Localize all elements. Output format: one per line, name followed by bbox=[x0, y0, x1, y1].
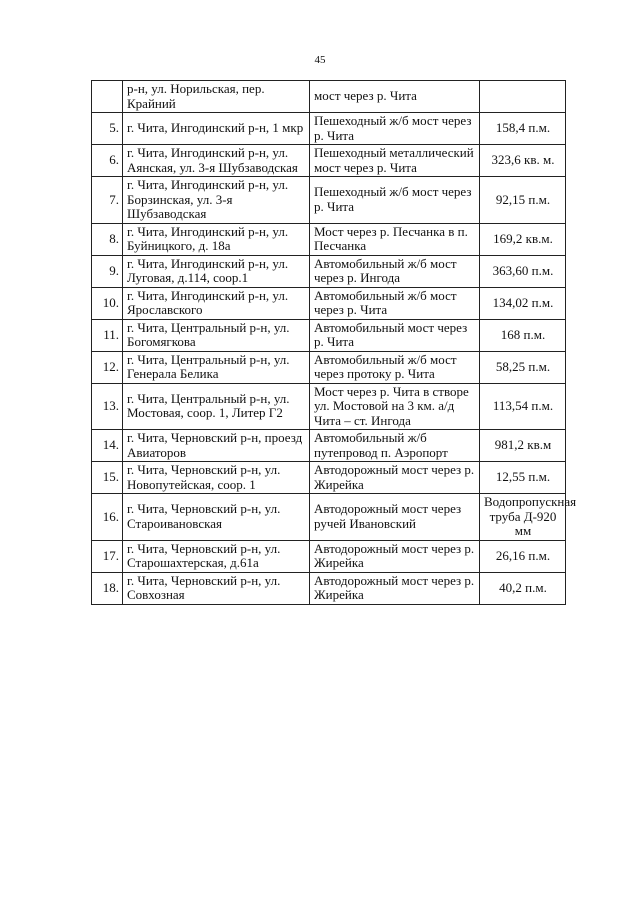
table-row bbox=[92, 494, 566, 541]
row-number: 11. bbox=[92, 319, 123, 351]
table-row bbox=[92, 255, 566, 287]
row-value: 158,4 п.м. bbox=[480, 113, 566, 145]
row-value: 363,60 п.м. bbox=[480, 255, 566, 287]
row-object: Автодорожный мост через р. Жирейка bbox=[310, 540, 480, 572]
table-row bbox=[92, 572, 566, 604]
row-number: 13. bbox=[92, 383, 123, 430]
row-number: 6. bbox=[92, 145, 123, 177]
table-row bbox=[92, 177, 566, 224]
row-number: 9. bbox=[92, 255, 123, 287]
bridges-table bbox=[91, 80, 577, 605]
row-number: 7. bbox=[92, 177, 123, 224]
row-value: 26,16 п.м. bbox=[480, 540, 566, 572]
row-value bbox=[480, 81, 566, 113]
table-row bbox=[92, 383, 566, 430]
table-row bbox=[92, 287, 566, 319]
row-value: 981,2 кв.м bbox=[480, 430, 566, 462]
row-object: Автодорожный мост через ручей Ивановский bbox=[310, 494, 480, 541]
row-object: Автомобильный ж/б путепровод п. Аэропорт bbox=[310, 430, 480, 462]
row-object: Автодорожный мост через р. Жирейка bbox=[310, 572, 480, 604]
row-address: г. Чита, Черновский р-н, ул. Старошахтерская, д.61а bbox=[123, 540, 310, 572]
row-object: Автомобильный ж/б мост через протоку р. Чита bbox=[310, 351, 480, 383]
row-object: Автомобильный мост через р. Чита bbox=[310, 319, 480, 351]
table-row bbox=[92, 540, 566, 572]
row-object: мост через р. Чита bbox=[310, 81, 480, 113]
table-row bbox=[92, 319, 566, 351]
row-number: 16. bbox=[92, 494, 123, 541]
row-address: г. Чита, Черновский р-н, ул. Совхозная bbox=[123, 572, 310, 604]
table-row bbox=[92, 351, 566, 383]
row-object: Мост через р. Песчанка в п. Песчанка bbox=[310, 223, 480, 255]
row-address: г. Чита, Ингодинский р-н, 1 мкр bbox=[123, 113, 310, 145]
row-object: Пешеходный металлический мост через р. Чита bbox=[310, 145, 480, 177]
row-number: 14. bbox=[92, 430, 123, 462]
table-row bbox=[92, 430, 566, 462]
table-row bbox=[92, 462, 566, 494]
row-value: 168 п.м. bbox=[480, 319, 566, 351]
row-value: 134,02 п.м. bbox=[480, 287, 566, 319]
row-value: 40,2 п.м. bbox=[480, 572, 566, 604]
row-address: г. Чита, Ингодинский р-н, ул. Борзинская, ул. 3-я Шубзаводская bbox=[123, 177, 310, 224]
row-value: 58,25 п.м. bbox=[480, 351, 566, 383]
row-address: г. Чита, Центральный р-н, ул. Богомягкова bbox=[123, 319, 310, 351]
row-number: 5. bbox=[92, 113, 123, 145]
row-address: г. Чита, Ингодинский р-н, ул. Буйницкого, д. 18а bbox=[123, 223, 310, 255]
row-address: г. Чита, Черновский р-н, ул. Староивановская bbox=[123, 494, 310, 541]
row-object: Мост через р. Чита в створе ул. Мостовой на 3 км. а/д Чита – ст. Ингода bbox=[310, 383, 480, 430]
row-object: Пешеходный ж/б мост через р. Чита bbox=[310, 113, 480, 145]
row-address: р-н, ул. Норильская, пер. Крайний bbox=[123, 81, 310, 113]
row-address: г. Чита, Черновский р-н, ул. Новопутейская, соор. 1 bbox=[123, 462, 310, 494]
row-address: г. Чита, Центральный р-н, ул. Мостовая, соор. 1, Литер Г2 bbox=[123, 383, 310, 430]
row-number: 10. bbox=[92, 287, 123, 319]
table-row bbox=[92, 223, 566, 255]
row-address: г. Чита, Ингодинский р-н, ул. Аянская, ул. 3-я Шубзаводская bbox=[123, 145, 310, 177]
row-value: 323,6 кв. м. bbox=[480, 145, 566, 177]
row-number: 18. bbox=[92, 572, 123, 604]
row-number: 15. bbox=[92, 462, 123, 494]
row-object: Автомобильный ж/б мост через р. Чита bbox=[310, 287, 480, 319]
row-value: 169,2 кв.м. bbox=[480, 223, 566, 255]
row-address: г. Чита, Ингодинский р-н, ул. Луговая, д.114, соор.1 bbox=[123, 255, 310, 287]
table-row bbox=[92, 113, 566, 145]
table-row bbox=[92, 145, 566, 177]
row-address: г. Чита, Ингодинский р-н, ул. Ярославского bbox=[123, 287, 310, 319]
row-value: Водопропускная труба Д-920 мм bbox=[480, 494, 566, 541]
row-number: 8. bbox=[92, 223, 123, 255]
row-object: Автодорожный мост через р. Жирейка bbox=[310, 462, 480, 494]
table-row bbox=[92, 81, 566, 113]
row-number bbox=[92, 81, 123, 113]
row-value: 12,55 п.м. bbox=[480, 462, 566, 494]
row-number: 12. bbox=[92, 351, 123, 383]
row-value: 92,15 п.м. bbox=[480, 177, 566, 224]
row-object: Пешеходный ж/б мост через р. Чита bbox=[310, 177, 480, 224]
row-value: 113,54 п.м. bbox=[480, 383, 566, 430]
row-address: г. Чита, Центральный р-н, ул. Генерала Белика bbox=[123, 351, 310, 383]
page-number: 45 bbox=[314, 54, 326, 66]
row-address: г. Чита, Черновский р-н, проезд Авиаторов bbox=[123, 430, 310, 462]
row-number: 17. bbox=[92, 540, 123, 572]
row-object: Автомобильный ж/б мост через р. Ингода bbox=[310, 255, 480, 287]
